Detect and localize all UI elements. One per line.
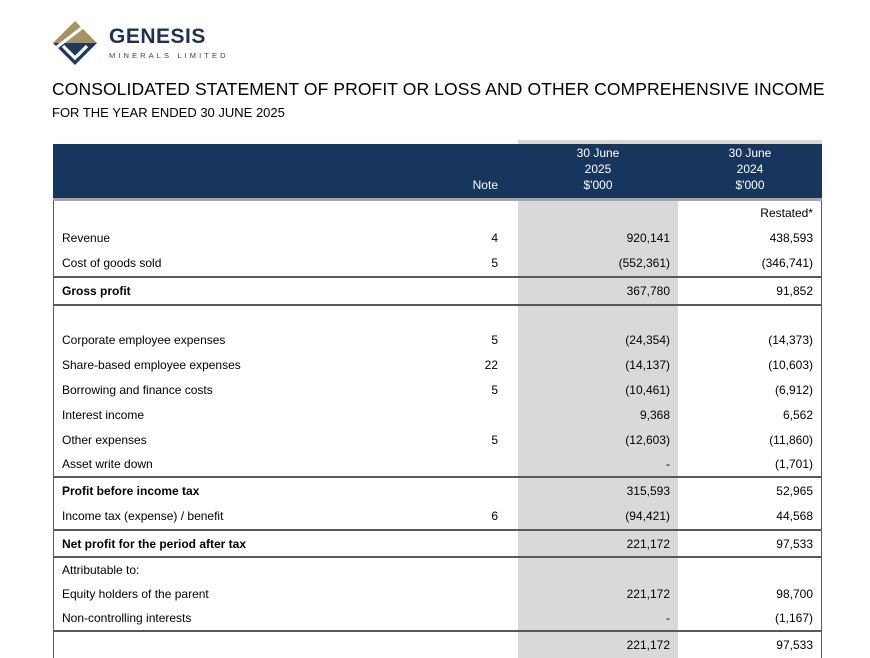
value-2025: 920,141 [518,225,678,250]
row-label: Attributable to: [62,563,140,577]
value-2024: (11,860) [769,432,813,447]
table-row [54,606,821,630]
row-note [430,402,518,427]
row-label: Cost of goods sold [62,256,162,270]
table-row [54,478,821,503]
statement-period: FOR THE YEAR ENDED 30 JUNE 2025 [52,105,285,120]
table-row [54,558,821,582]
table-row [54,306,821,327]
financial-table [53,140,822,658]
value-2024: (346,741) [761,256,813,270]
value-2025: 221,172 [518,531,678,556]
value-2025 [518,306,678,327]
row-label [54,306,430,327]
table-row [54,352,821,377]
header-label-spacer [53,144,430,198]
row-note: 4 [491,230,498,245]
row-note [430,278,518,304]
row-label: Income tax (expense) / benefit [62,509,224,523]
row-label: Corporate employee expenses [62,332,226,347]
value-2025: 221,172 [518,632,678,658]
value-2025: (14,137) [518,352,678,377]
table-row [54,427,821,452]
value-2024: 97,533 [776,536,813,551]
value-2024: 44,568 [776,509,813,523]
value-2025: 367,780 [518,278,678,304]
value-2024 [678,306,821,327]
value-2024: (1,701) [774,457,813,471]
value-2024: (14,373) [768,332,813,347]
row-note [430,606,518,630]
row-label: Revenue [62,230,111,245]
row-label [54,201,430,225]
row-note [430,558,518,582]
fy2024-column-header: 30 June 2024 $'000 [728,146,772,192]
value-2025: - [518,452,678,476]
company-tagline: MINERALS LIMITED [109,51,229,60]
table-row [54,327,821,352]
table-row [54,225,821,250]
value-2025: (94,421) [518,503,678,529]
value-2025: 221,172 [518,582,678,606]
row-label: Share-based employee expenses [62,357,241,372]
table-row [54,250,821,276]
row-label: Net profit for the period after tax [62,536,247,551]
fy2025-column-header: 30 June 2025 $'000 [576,146,620,192]
value-2024: 91,852 [776,284,813,298]
value-2024: 98,700 [776,587,813,601]
value-2024: Restated* [760,206,813,220]
value-2024: (6,912) [774,382,813,397]
company-name: GENESIS [109,25,206,48]
value-2025: 315,593 [518,478,678,503]
value-2024: 6,562 [782,407,813,422]
value-2025 [518,558,678,582]
value-2024: 52,965 [776,483,813,498]
value-2025: (12,603) [518,427,678,452]
row-note [430,452,518,476]
value-2024: 438,593 [769,230,813,245]
genesis-diamond-icon [52,20,98,66]
genesis-logo [52,20,229,66]
table-row [54,452,821,476]
row-label: Other expenses [62,432,147,447]
table-row [54,531,821,556]
value-2025: (24,354) [518,327,678,352]
row-label: Asset write down [62,457,153,471]
table-body [53,201,822,658]
row-note: 5 [491,256,498,270]
row-note: 6 [491,509,498,523]
row-note [430,478,518,503]
row-note: 5 [491,382,498,397]
table-row [54,278,821,304]
table-row [54,632,821,658]
row-note: 5 [491,332,498,347]
row-label: Non-controlling interests [62,611,192,625]
value-2025: 9,368 [518,402,678,427]
value-2025: (552,361) [518,250,678,276]
row-note [430,582,518,606]
row-note: 22 [484,357,498,372]
row-label: Equity holders of the parent [62,587,209,601]
value-2024: (1,167) [774,611,813,625]
table-row [54,582,821,606]
value-2024: 97,533 [776,638,813,652]
row-label [54,632,430,658]
value-2025: - [518,606,678,630]
row-note: 5 [491,432,498,447]
row-label: Profit before income tax [62,483,200,498]
row-label: Gross profit [62,284,131,298]
row-note [430,306,518,327]
note-column-header: Note [472,178,498,192]
table-row [54,503,821,529]
value-2024 [678,558,821,582]
table-row [54,377,821,402]
value-2025 [518,201,678,225]
table-row [54,201,821,225]
statement-title: CONSOLIDATED STATEMENT OF PROFIT OR LOSS AND OTHER COMPREHENSIVE INCOME [52,79,825,99]
row-note [430,201,518,225]
value-2025: (10,461) [518,377,678,402]
table-row [54,402,821,427]
row-label: Interest income [62,407,145,422]
value-2024: (10,603) [768,357,813,372]
table-header [53,144,822,198]
row-label: Borrowing and finance costs [62,382,213,397]
logo-text [109,26,229,60]
row-note [430,632,518,658]
row-note [430,531,518,556]
